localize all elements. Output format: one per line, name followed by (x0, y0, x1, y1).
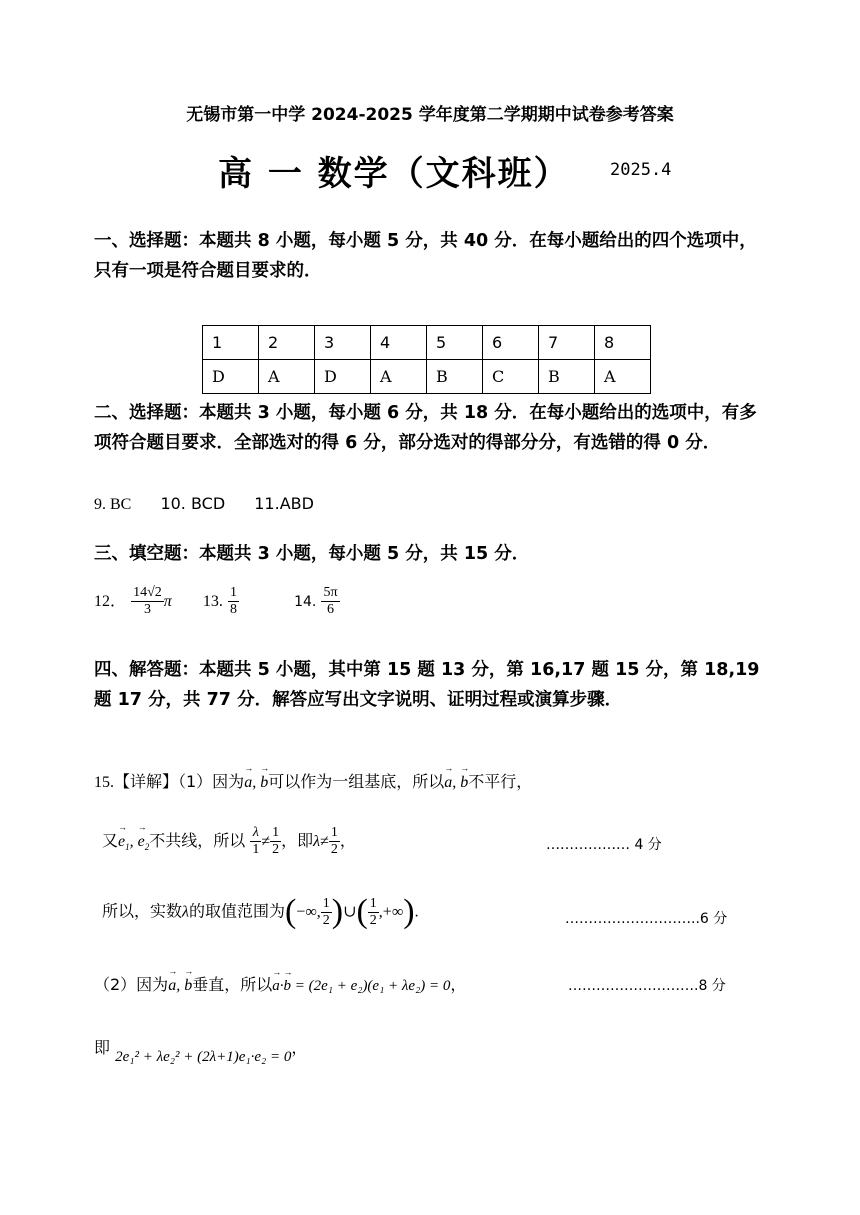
table-cell: A (595, 360, 651, 394)
q15-text: 垂直，所以 (192, 975, 273, 994)
table-cell: A (259, 360, 315, 394)
answer-12-pi: π (163, 593, 172, 610)
q15-label: 15. (94, 774, 114, 791)
table-cell: D (315, 360, 371, 394)
score-6: ………………………..6 分 (565, 911, 728, 927)
table-cell: 8 (595, 326, 651, 360)
q15-line5 (94, 1035, 308, 1065)
answer-11: 11.ABD (254, 494, 314, 513)
table-cell: D (203, 360, 259, 394)
vectors-a-b: → a, → b (244, 774, 268, 791)
section2-answers (94, 494, 314, 514)
table-cell: 4 (371, 326, 427, 360)
section2-heading: 二、选择题：本题共 3 小题，每小题 6 分，共 18 分．在每小题给出的选项中，有多项符合题目要求．全部选对的得 6 分，部分选对的得部分分，有选错的得 0 分． (94, 403, 757, 453)
answer-14-label: 14. (294, 594, 317, 610)
school-title: 无锡市第一中学 2024-2025 学年度第二学期期中试卷参考答案 (186, 105, 674, 125)
table-cell: B (539, 360, 595, 394)
table-cell: 5 (427, 326, 483, 360)
q15-text: 不共线，所以 (149, 831, 246, 850)
table-cell: C (483, 360, 539, 394)
section3-answers (94, 585, 340, 629)
q15-line2: 又→ $e_1$, → $e_2$不共线，所以 $\frac{\lambda}{1}$ ≠ $\frac{1}{2}$ ，即λ≠ $\frac{1}{2}$ ， (102, 825, 356, 858)
table-row-answers (203, 360, 651, 394)
exam-title: 高 一 数学（文科班） (218, 154, 570, 194)
answer-12-label: 12． (94, 593, 127, 610)
vectors-a-b: → a, → b (444, 774, 468, 791)
table-cell: 2 (259, 326, 315, 360)
fraction-denominator: 3 (143, 602, 151, 617)
q15-text: ， (450, 975, 467, 994)
fraction-numerator: 5π (323, 585, 338, 600)
score-8: ……………………….8 分 (568, 978, 726, 994)
q15-text: 又 (102, 831, 119, 850)
section3-heading: 三、填空题：本题共 3 小题，每小题 5 分，共 15 分． (94, 544, 530, 564)
q15-text: 可以作为一组基底，所以 (268, 772, 445, 791)
answer-10: 10. BCD (160, 494, 226, 513)
answer-13-fraction (228, 585, 239, 618)
fraction-numerator: 1 (230, 585, 237, 600)
expanded-equation: 2e₁² + λe₂² + (2λ+1)e₁·e₂ = 0 (115, 1049, 292, 1065)
table-cell: 1 (203, 326, 259, 360)
section4-heading: 四、解答题：本题共 5 小题，其中第 15 题 13 分，第 16,17 题 15 分，第 18,19 题 17 分，共 77 分．解答应写出文字说明、证明过程或演算步骤． (94, 660, 760, 710)
table-cell: A (371, 360, 427, 394)
q15-text: ， (339, 831, 356, 850)
q15-detail: 【详解】（1）因为 (114, 772, 245, 791)
q15-line4: （2）因为→ a, → b垂直，所以→ a·→ b = (2e₁ + e₂)(e₁ + λe₂) = 0， (94, 972, 466, 995)
q15-text: 所以，实数 (102, 901, 183, 921)
table-row-numbers (203, 326, 651, 360)
score-4: ……………… 4 分 (546, 837, 662, 853)
vectors-e1-e2: → $e_1$, → $e_2$ (118, 833, 149, 850)
table-cell: 3 (315, 326, 371, 360)
fraction-denominator: 6 (326, 602, 334, 617)
q15-text: 的取值范围为 (188, 901, 285, 921)
q15-text: （2）因为 (94, 975, 169, 994)
lambda-over-1: $\frac{\lambda}{1}$ (252, 825, 260, 857)
q15-text: ，即 (281, 831, 314, 850)
answer-table (202, 325, 651, 394)
exam-date: 2025.4 (610, 160, 672, 180)
q15-text: 即 (94, 1038, 111, 1057)
answer-12-fraction (131, 585, 164, 618)
section1-heading: 一、选择题：本题共 8 小题，每小题 5 分，共 40 分．在每小题给出的四个选项中，只有一项是符合题目要求的． (94, 231, 757, 281)
q15-line1 (94, 769, 532, 792)
table-cell: B (427, 360, 483, 394)
q15-text: ， (291, 1038, 308, 1057)
one-half: $\frac{1}{2}$ (272, 825, 280, 857)
answer-13-label: 13. (202, 593, 223, 610)
q15-text: 不平行， (468, 772, 533, 791)
answer-14-fraction (321, 585, 339, 618)
fraction-denominator: 8 (230, 602, 237, 617)
dot-product-equation: = (2e₁ + e₂)(e₁ + λe₂) = 0 (294, 978, 451, 994)
fraction-numerator: 14√2 (133, 585, 162, 600)
table-cell: 7 (539, 326, 595, 360)
table-cell: 6 (483, 326, 539, 360)
one-half: $\frac{1}{2}$ (330, 825, 338, 857)
q15-line3: 所以，实数λ的取值范围为(−∞, $\frac{1}{2}$ )∪( $\frac{1}{2}$ ,+∞). (102, 893, 419, 930)
answer-9: 9. BC (94, 496, 132, 513)
